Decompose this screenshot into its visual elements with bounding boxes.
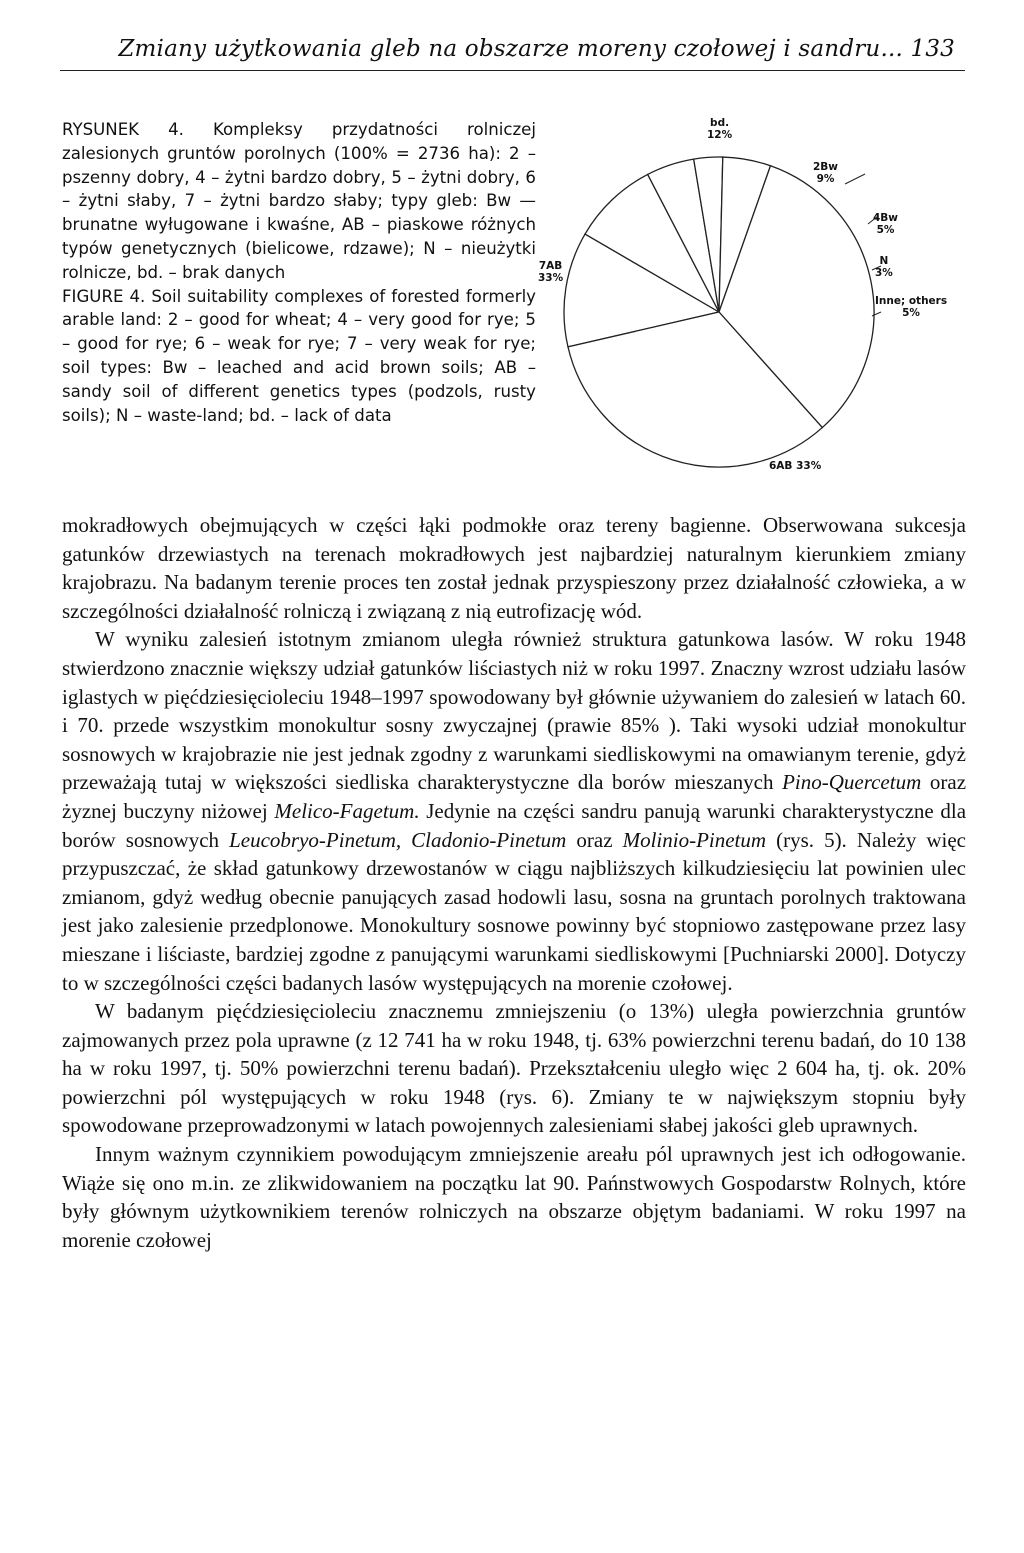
- running-header: [60, 30, 965, 71]
- paragraph-2: [62, 625, 966, 997]
- caption-english: FIGURE 4. Soil suitability complexes of forested formerly arable land: 2 – good for wheat; 4 – very good for rye; 5 – good for rye; 6 – weak for rye; 7 – very weak for rye; soil types: Bw – leached and acid brown soils; AB – sandy soil of different genetics types (podzols, rusty soils); N – waste-land; bd. – lack of data: [62, 286, 536, 425]
- slice-label-6ab: 6AB 33%: [769, 460, 822, 472]
- paragraph-2-part-c: Jedynie na części sandru panują warunki charakterystyczne dla borów sosnowych: [62, 798, 967, 852]
- running-title: Zmiany użytkowania gleb na obszarze moreny czołowej i sandru... 133: [118, 36, 955, 62]
- paragraph-2-part-a: W wyniku zalesień istotnym zmianom uległa również struktura gatunkowa lasów. W roku 1948 stwierdzono znacznie większy udział gatunków liściastych niż w roku 1997. Znaczny wzrost udziału lasów iglastych w pięćdziesięcioleciu 1948–1997 spowodowany był głównie używaniem do zalesień w latach 60. i 70. przede wszystkim monokultur sosny zwyczajnej (prawie 85% ). Taki wysoki udział monokultur sosnowych w krajobrazie nie jest jednak zgodny z warunkami siedliskowymi na omawianym terenie, gdyż przeważają tutaj w większości siedliska charakterystyczne dla borów mieszanych: [62, 627, 966, 795]
- caption-polish: RYSUNEK 4. Kompleksy przydatności rolniczej zalesionych gruntów porolnych (100% = 2736 ha): 2 – pszenny dobry, 4 – żytni bardzo dobry, 5 – żytni dobry, 6 – żytni słaby, 7 – żytni bardzo słaby; typy gleb: Bw — brunatne wyługowane i kwaśne, AB – piaskowe różnych typów genetycznych (bielicowe, rdzawe); N – nieużytki rolnicze, bd. – brak danych: [62, 120, 536, 282]
- slice-label-4bw: 4Bw 5%: [873, 212, 899, 236]
- taxon-molinio-pinetum: Molinio-Pinetum: [622, 827, 767, 852]
- taxon-pino-quercetum: Pino-Quercetum: [782, 770, 922, 795]
- paragraph-2-part-e: (rys. 5). Należy więc przypuszczać, że skład gatunkowy drzewostanów w ciągu najbliższych kilkudziesięciu lat powinien ulec zmianom, gdyż według obecnie panujących zasad hodowli lasu, sosna na gruntach porolnych traktowana jest jako zalesienie przedplonowe. Monokultury sosnowe powinny być stopniowo zastępowane przez lasy mieszane i liściaste, bardziej zgodne z panującymi warunkami siedliskowymi [Puchniarski 2000]. Dotyczy to w szczególności części badanych lasów występujących na morenie czołowej.: [62, 827, 967, 995]
- body-text: [62, 511, 966, 1254]
- paragraph-2-part-b: oraz żyznej buczyny niżowej: [62, 770, 967, 823]
- slice-label-n: N 3%: [875, 255, 893, 279]
- paragraph-1: mokradłowych obejmujących w części łąki podmokłe oraz tereny bagienne. Obserwowana sukcesja gatunków drzewiastych na terenach mokradłowych jest najbardziej naturalnym kierunkiem zmiany krajobrazu. Na badanym terenie proces ten został jednak przyspieszony przez działalność człowieka, a w szczególności działalność rolniczą i związaną z nią eutrofizację wód.: [62, 513, 966, 623]
- pie-chart: [535, 112, 965, 492]
- figure-caption: [62, 118, 536, 427]
- taxon-leucobryo-cladonio: Leucobryo-Pinetum, Cladonio-Pinetum: [229, 827, 567, 852]
- taxon-melico-fagetum: Melico-Fagetum.: [274, 798, 420, 823]
- paragraph-3: W badanym pięćdziesięcioleciu znacznemu zmniejszeniu (o 13%) uległa powierzchnia gruntów zajmowanych przez pola uprawne (z 12 741 ha w roku 1948, tj. 63% powierzchni terenu badań, do 10 138 ha w roku 1997, tj. 50% powierzchni terenu badań). Przekształceniu uległo więc 2 604 ha, tj. ok. 20% powierzchni pól występujących w roku 1948 (rys. 6). Zmiany te w największym stopniu były spowodowane przeprowadzonymi w latach powojennych zalesieniami słabej jakości gleb uprawnych.: [62, 999, 966, 1138]
- slice-label-others: Inne; others 5%: [875, 295, 948, 319]
- slice-label-2bw: 2Bw 9%: [813, 161, 839, 185]
- slice-label-7ab: 7AB 33%: [538, 260, 564, 284]
- slice-label-bd: bd. 12%: [707, 117, 733, 141]
- paragraph-2-part-d: oraz: [576, 827, 613, 852]
- paragraph-4: Innym ważnym czynnikiem powodującym zmniejszenie areału pól uprawnych jest ich odłogowanie. Wiąże się ono m.in. ze zlikwidowaniem na początku lat 90. Pańnstwowych Gospodarstw Rolnych, które były głównym użytkownikiem terenów rolniczych na obszarze objętym badaniami. W roku 1997 na morenie czołowej: [62, 1142, 966, 1252]
- leader-line-0: [845, 174, 865, 184]
